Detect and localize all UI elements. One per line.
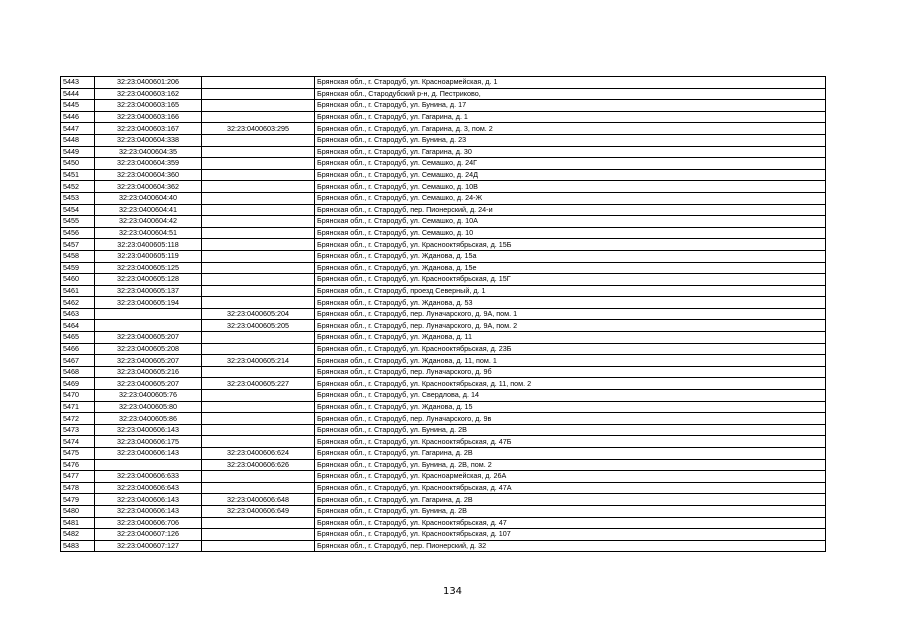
address-cell: Брянская обл., г. Стародуб, ул. Бунина, д. 2В, пом. 2: [315, 459, 826, 471]
related-cadastral-number-cell: [202, 100, 315, 112]
table-row: [61, 285, 826, 297]
table-row: [61, 378, 826, 390]
table-row: [61, 390, 826, 402]
table-row: [61, 262, 826, 274]
table-row: [61, 436, 826, 448]
related-cadastral-number-cell: [202, 401, 315, 413]
table-row: [61, 169, 826, 181]
address-cell: Брянская обл., г. Стародуб, ул. Жданова, д. 15е: [315, 262, 826, 274]
table-row: [61, 482, 826, 494]
row-number-cell: 5449: [61, 146, 95, 158]
address-cell: Брянская обл., г. Стародуб, ул. Красноармейская, д. 1: [315, 77, 826, 89]
address-cell: Брянская обл., г. Стародуб, пер. Луначарского, д. 9А, пом. 1: [315, 308, 826, 320]
row-number-cell: 5479: [61, 494, 95, 506]
address-cell: Брянская обл., г. Стародуб, ул. Бунина, д. 2В: [315, 505, 826, 517]
cadastral-number-cell: 32:23:0400606:143: [95, 505, 202, 517]
table-row: [61, 77, 826, 89]
row-number-cell: 5468: [61, 366, 95, 378]
address-cell: Брянская обл., г. Стародуб, ул. Краснооктябрьская, д. 15Б: [315, 239, 826, 251]
address-cell: Брянская обл., г. Стародуб, ул. Жданова, д. 15: [315, 401, 826, 413]
row-number-cell: 5464: [61, 320, 95, 332]
cadastral-number-cell: [95, 459, 202, 471]
address-cell: Брянская обл., г. Стародуб, ул. Семашко, д. 10: [315, 227, 826, 239]
cadastral-number-cell: 32:23:0400605:208: [95, 343, 202, 355]
related-cadastral-number-cell: 32:23:0400606:626: [202, 459, 315, 471]
address-cell: Брянская обл., Стародубский р-н, д. Пестриково,: [315, 88, 826, 100]
row-number-cell: 5457: [61, 239, 95, 251]
cadastral-number-cell: 32:23:0400605:125: [95, 262, 202, 274]
row-number-cell: 5447: [61, 123, 95, 135]
address-cell: Брянская обл., г. Стародуб, проезд Северный, д. 1: [315, 285, 826, 297]
row-number-cell: 5466: [61, 343, 95, 355]
related-cadastral-number-cell: [202, 297, 315, 309]
related-cadastral-number-cell: [202, 285, 315, 297]
cadastral-number-cell: 32:23:0400606:143: [95, 424, 202, 436]
table-row: [61, 192, 826, 204]
related-cadastral-number-cell: [202, 216, 315, 228]
cadastral-number-cell: 32:23:0400606:706: [95, 517, 202, 529]
address-cell: Брянская обл., г. Стародуб, пер. Луначарского, д. 9б: [315, 366, 826, 378]
cadastral-number-cell: 32:23:0400605:118: [95, 239, 202, 251]
cadastral-number-cell: [95, 320, 202, 332]
table-row: [61, 227, 826, 239]
table-row: [61, 366, 826, 378]
related-cadastral-number-cell: [202, 88, 315, 100]
cadastral-number-cell: 32:23:0400604:362: [95, 181, 202, 193]
cadastral-number-cell: 32:23:0400605:80: [95, 401, 202, 413]
table-row: [61, 505, 826, 517]
row-number-cell: 5448: [61, 134, 95, 146]
row-number-cell: 5480: [61, 505, 95, 517]
row-number-cell: 5453: [61, 192, 95, 204]
address-cell: Брянская обл., г. Стародуб, ул. Жданова, д. 15а: [315, 250, 826, 262]
related-cadastral-number-cell: [202, 413, 315, 425]
address-cell: Брянская обл., г. Стародуб, ул. Жданова, д. 11, пом. 1: [315, 355, 826, 367]
cadastral-number-cell: 32:23:0400605:207: [95, 378, 202, 390]
address-cell: Брянская обл., г. Стародуб, ул. Гагарина, д. 3, пом. 2: [315, 123, 826, 135]
cadastral-number-cell: 32:23:0400604:359: [95, 158, 202, 170]
cadastral-number-cell: 32:23:0400605:207: [95, 332, 202, 344]
related-cadastral-number-cell: [202, 529, 315, 541]
address-cell: Брянская обл., г. Стародуб, пер. Луначарского, д. 9в: [315, 413, 826, 425]
row-number-cell: 5454: [61, 204, 95, 216]
cadastral-number-cell: 32:23:0400603:165: [95, 100, 202, 112]
row-number-cell: 5475: [61, 448, 95, 460]
cadastral-number-cell: 32:23:0400603:166: [95, 111, 202, 123]
related-cadastral-number-cell: [202, 111, 315, 123]
address-cell: Брянская обл., г. Стародуб, ул. Гагарина, д. 1: [315, 111, 826, 123]
cadastral-number-cell: 32:23:0400606:643: [95, 482, 202, 494]
related-cadastral-number-cell: 32:23:0400605:204: [202, 308, 315, 320]
cadastral-number-cell: 32:23:0400606:143: [95, 494, 202, 506]
cadastral-number-cell: 32:23:0400606:633: [95, 471, 202, 483]
related-cadastral-number-cell: [202, 158, 315, 170]
table-row: [61, 471, 826, 483]
table-row: [61, 529, 826, 541]
table-row: [61, 204, 826, 216]
cadastral-number-cell: 32:23:0400601:206: [95, 77, 202, 89]
related-cadastral-number-cell: [202, 332, 315, 344]
table-row: [61, 517, 826, 529]
related-cadastral-number-cell: [202, 424, 315, 436]
related-cadastral-number-cell: [202, 517, 315, 529]
table-row: [61, 239, 826, 251]
related-cadastral-number-cell: [202, 239, 315, 251]
related-cadastral-number-cell: 32:23:0400606:624: [202, 448, 315, 460]
related-cadastral-number-cell: [202, 366, 315, 378]
row-number-cell: 5455: [61, 216, 95, 228]
cadastral-number-cell: 32:23:0400604:40: [95, 192, 202, 204]
row-number-cell: 5474: [61, 436, 95, 448]
row-number-cell: 5476: [61, 459, 95, 471]
cadastral-number-cell: 32:23:0400605:194: [95, 297, 202, 309]
cadastral-number-cell: 32:23:0400605:119: [95, 250, 202, 262]
page-number: 134: [442, 586, 463, 597]
cadastral-number-cell: 32:23:0400605:207: [95, 355, 202, 367]
cadastral-number-cell: 32:23:0400605:128: [95, 274, 202, 286]
property-table: [60, 76, 826, 552]
related-cadastral-number-cell: 32:23:0400605:227: [202, 378, 315, 390]
table-row: [61, 158, 826, 170]
address-cell: Брянская обл., г. Стародуб, ул. Семашко, д. 24Д: [315, 169, 826, 181]
related-cadastral-number-cell: [202, 77, 315, 89]
table-row: [61, 216, 826, 228]
table-row: [61, 413, 826, 425]
table-row: [61, 123, 826, 135]
table-row: [61, 320, 826, 332]
table-row: [61, 448, 826, 460]
table-row: [61, 343, 826, 355]
address-cell: Брянская обл., г. Стародуб, пер. Пионерский, д. 32: [315, 540, 826, 552]
property-table-body: [61, 77, 826, 552]
cadastral-number-cell: 32:23:0400605:76: [95, 390, 202, 402]
cadastral-number-cell: [95, 308, 202, 320]
address-cell: Брянская обл., г. Стародуб, ул. Краснооктябрьская, д. 23Б: [315, 343, 826, 355]
cadastral-number-cell: 32:23:0400605:216: [95, 366, 202, 378]
row-number-cell: 5460: [61, 274, 95, 286]
row-number-cell: 5469: [61, 378, 95, 390]
row-number-cell: 5462: [61, 297, 95, 309]
related-cadastral-number-cell: 32:23:0400605:214: [202, 355, 315, 367]
cadastral-number-cell: 32:23:0400603:167: [95, 123, 202, 135]
address-cell: Брянская обл., г. Стародуб, ул. Гагарина, д. 2В: [315, 448, 826, 460]
related-cadastral-number-cell: 32:23:0400605:205: [202, 320, 315, 332]
table-row: [61, 424, 826, 436]
row-number-cell: 5478: [61, 482, 95, 494]
table-row: [61, 332, 826, 344]
address-cell: Брянская обл., г. Стародуб, ул. Краснооктябрьская, д. 47Б: [315, 436, 826, 448]
table-row: [61, 540, 826, 552]
row-number-cell: 5477: [61, 471, 95, 483]
table-row: [61, 100, 826, 112]
row-number-cell: 5451: [61, 169, 95, 181]
row-number-cell: 5446: [61, 111, 95, 123]
related-cadastral-number-cell: [202, 204, 315, 216]
table-row: [61, 181, 826, 193]
table-row: [61, 146, 826, 158]
table-row: [61, 88, 826, 100]
address-cell: Брянская обл., г. Стародуб, пер. Луначарского, д. 9А, пом. 2: [315, 320, 826, 332]
cadastral-number-cell: 32:23:0400606:143: [95, 448, 202, 460]
row-number-cell: 5461: [61, 285, 95, 297]
row-number-cell: 5452: [61, 181, 95, 193]
table-row: [61, 134, 826, 146]
address-cell: Брянская обл., г. Стародуб, ул. Бунина, д. 23: [315, 134, 826, 146]
cadastral-number-cell: 32:23:0400607:127: [95, 540, 202, 552]
related-cadastral-number-cell: [202, 192, 315, 204]
row-number-cell: 5472: [61, 413, 95, 425]
row-number-cell: 5482: [61, 529, 95, 541]
row-number-cell: 5467: [61, 355, 95, 367]
related-cadastral-number-cell: [202, 262, 315, 274]
related-cadastral-number-cell: 32:23:0400606:648: [202, 494, 315, 506]
cadastral-number-cell: 32:23:0400605:86: [95, 413, 202, 425]
related-cadastral-number-cell: [202, 134, 315, 146]
cadastral-number-cell: 32:23:0400607:126: [95, 529, 202, 541]
related-cadastral-number-cell: [202, 471, 315, 483]
address-cell: Брянская обл., г. Стародуб, ул. Краснооктябрьская, д. 107: [315, 529, 826, 541]
address-cell: Брянская обл., г. Стародуб, ул. Жданова, д. 11: [315, 332, 826, 344]
related-cadastral-number-cell: [202, 482, 315, 494]
address-cell: Брянская обл., г. Стародуб, ул. Красноармейская, д. 26А: [315, 471, 826, 483]
table-row: [61, 111, 826, 123]
row-number-cell: 5459: [61, 262, 95, 274]
cadastral-number-cell: 32:23:0400606:175: [95, 436, 202, 448]
related-cadastral-number-cell: [202, 169, 315, 181]
row-number-cell: 5456: [61, 227, 95, 239]
related-cadastral-number-cell: [202, 146, 315, 158]
table-row: [61, 308, 826, 320]
address-cell: Брянская обл., г. Стародуб, ул. Жданова, д. 53: [315, 297, 826, 309]
row-number-cell: 5443: [61, 77, 95, 89]
address-cell: Брянская обл., г. Стародуб, ул. Бунина, д. 2В: [315, 424, 826, 436]
table-row: [61, 297, 826, 309]
related-cadastral-number-cell: 32:23:0400606:649: [202, 505, 315, 517]
address-cell: Брянская обл., г. Стародуб, ул. Краснооктябрьская, д. 15Г: [315, 274, 826, 286]
row-number-cell: 5481: [61, 517, 95, 529]
address-cell: Брянская обл., г. Стародуб, ул. Свердлова, д. 14: [315, 390, 826, 402]
cadastral-number-cell: 32:23:0400604:42: [95, 216, 202, 228]
cadastral-number-cell: 32:23:0400604:360: [95, 169, 202, 181]
address-cell: Брянская обл., г. Стародуб, ул. Семашко, д. 10В: [315, 181, 826, 193]
cadastral-number-cell: 32:23:0400604:338: [95, 134, 202, 146]
related-cadastral-number-cell: [202, 274, 315, 286]
table-row: [61, 274, 826, 286]
row-number-cell: 5471: [61, 401, 95, 413]
table-row: [61, 494, 826, 506]
related-cadastral-number-cell: [202, 181, 315, 193]
related-cadastral-number-cell: [202, 250, 315, 262]
cadastral-number-cell: 32:23:0400604:41: [95, 204, 202, 216]
related-cadastral-number-cell: 32:23:0400603:295: [202, 123, 315, 135]
row-number-cell: 5450: [61, 158, 95, 170]
row-number-cell: 5465: [61, 332, 95, 344]
row-number-cell: 5473: [61, 424, 95, 436]
address-cell: Брянская обл., г. Стародуб, ул. Гагарина, д. 2В: [315, 494, 826, 506]
related-cadastral-number-cell: [202, 540, 315, 552]
table-row: [61, 459, 826, 471]
cadastral-number-cell: 32:23:0400604:35: [95, 146, 202, 158]
table-row: [61, 401, 826, 413]
row-number-cell: 5463: [61, 308, 95, 320]
address-cell: Брянская обл., г. Стародуб, ул. Гагарина, д. 30: [315, 146, 826, 158]
cadastral-number-cell: 32:23:0400603:162: [95, 88, 202, 100]
cadastral-number-cell: 32:23:0400605:137: [95, 285, 202, 297]
address-cell: Брянская обл., г. Стародуб, ул. Семашко, д. 10А: [315, 216, 826, 228]
address-cell: Брянская обл., г. Стародуб, ул. Краснооктябрьская, д. 11, пом. 2: [315, 378, 826, 390]
cadastral-number-cell: 32:23:0400604:51: [95, 227, 202, 239]
row-number-cell: 5445: [61, 100, 95, 112]
table-row: [61, 250, 826, 262]
row-number-cell: 5470: [61, 390, 95, 402]
related-cadastral-number-cell: [202, 227, 315, 239]
address-cell: Брянская обл., г. Стародуб, ул. Семашко, д. 24Г: [315, 158, 826, 170]
address-cell: Брянская обл., г. Стародуб, ул. Краснооктябрьская, д. 47: [315, 517, 826, 529]
row-number-cell: 5458: [61, 250, 95, 262]
row-number-cell: 5444: [61, 88, 95, 100]
related-cadastral-number-cell: [202, 390, 315, 402]
row-number-cell: 5483: [61, 540, 95, 552]
address-cell: Брянская обл., г. Стародуб, пер. Пионерский, д. 24-и: [315, 204, 826, 216]
table-row: [61, 355, 826, 367]
address-cell: Брянская обл., г. Стародуб, ул. Краснооктябрьская, д. 47А: [315, 482, 826, 494]
address-cell: Брянская обл., г. Стародуб, ул. Семашко, д. 24-Ж: [315, 192, 826, 204]
related-cadastral-number-cell: [202, 436, 315, 448]
address-cell: Брянская обл., г. Стародуб, ул. Бунина, д. 17: [315, 100, 826, 112]
related-cadastral-number-cell: [202, 343, 315, 355]
